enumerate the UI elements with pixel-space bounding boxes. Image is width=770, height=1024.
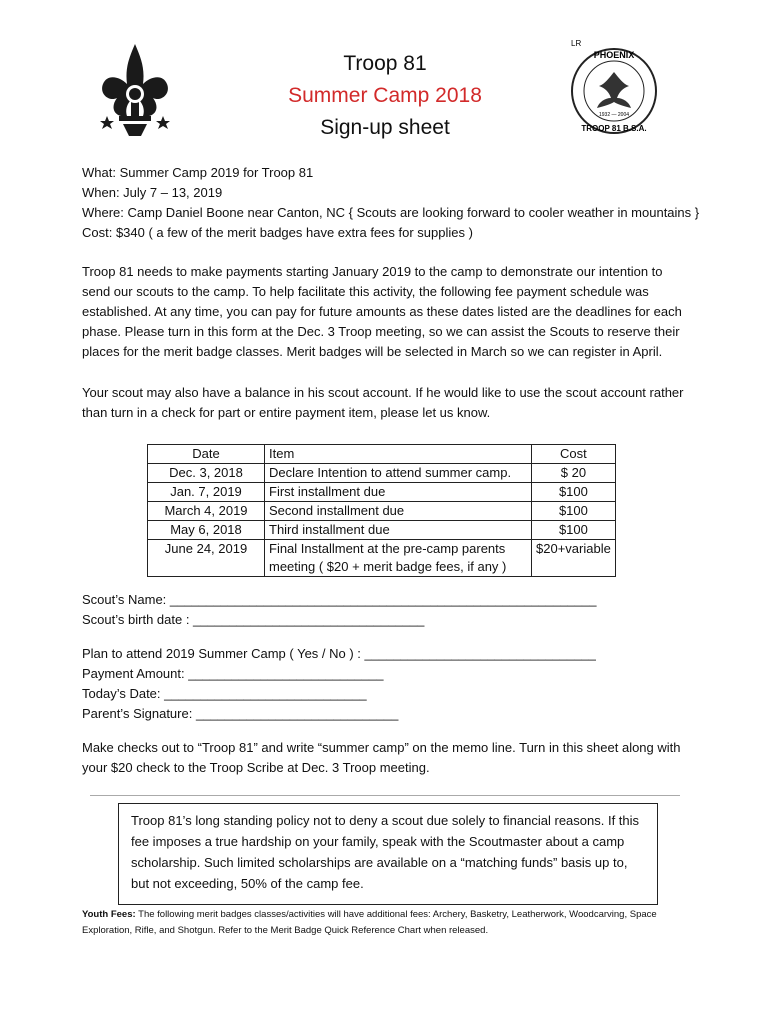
scout-name-field[interactable]: Scout’s Name: ___________________________________________________________ <box>82 592 597 607</box>
seal-years: 1932 — 2004 <box>598 112 630 118</box>
table-row <box>148 483 616 502</box>
row-date: June 24, 2019 <box>148 540 265 577</box>
parent-signature-field[interactable]: Parent’s Signature: ____________________________ <box>82 706 399 721</box>
youth-fees-note <box>82 907 692 939</box>
row-cost: $20+variable <box>532 540 616 577</box>
title-troop: Troop 81 <box>343 52 427 75</box>
detail-what: What: Summer Camp 2019 for Troop 81 <box>82 165 314 180</box>
row-cost: $100 <box>532 502 616 521</box>
detail-where: Where: Camp Daniel Boone near Canton, NC { Scouts are looking forward to cooler weather in mountains } <box>82 205 700 220</box>
row-item: First installment due <box>265 483 532 502</box>
table-row <box>148 502 616 521</box>
row-date: Jan. 7, 2019 <box>148 483 265 502</box>
title-camp: Summer Camp 2018 <box>288 84 482 107</box>
youth-fees-text: The following merit badges classes/activities will have additional fees: Archery, Basketry, Leatherwork, Woodcarving, Space Exploration, Rifle, and Shotgun. Refer to the Merit Badge Quick Reference Chart when released. <box>82 909 657 936</box>
check-instructions: Make checks out to “Troop 81” and write “summer camp” on the memo line. Turn in this sheet along with your $20 check to the Troop Scribe at Dec. 3 Troop meeting. <box>82 740 681 775</box>
header-date: Date <box>148 445 265 464</box>
scout-account-paragraph: Your scout may also have a balance in his scout account. If he would like to use the scout account rather than turn in a check for part or entire payment item, please let us know. <box>82 385 684 420</box>
seal-text-top: PHOENIX <box>593 50 635 60</box>
detail-cost: Cost: $340 ( a few of the merit badges have extra fees for supplies ) <box>82 225 473 240</box>
table-row <box>148 540 616 577</box>
table-header-row <box>148 445 616 464</box>
header-cost: Cost <box>532 445 616 464</box>
table-row <box>148 464 616 483</box>
svg-text:LR: LR <box>571 39 582 48</box>
plan-attend-field[interactable]: Plan to attend 2019 Summer Camp ( Yes / No ) : ________________________________ <box>82 646 596 661</box>
row-item: Third installment due <box>265 521 532 540</box>
row-cost: $100 <box>532 483 616 502</box>
financial-policy-box: Troop 81’s long standing policy not to deny a scout due solely to financial reasons. If this fee imposes a true hardship on your family, speak with the Scoutmaster about a camp scholarship. Such limited scholarships are available on a “matching funds” basis up to, but not exceeding, 50% of the camp fee. <box>118 803 658 905</box>
scout-birth-field[interactable]: Scout’s birth date : ________________________________ <box>82 612 425 627</box>
todays-date-field[interactable]: Today’s Date: ____________________________ <box>82 686 367 701</box>
table-row <box>148 521 616 540</box>
page-title-block <box>0 48 770 144</box>
fee-schedule-table <box>147 444 616 577</box>
seal-text-bottom: TROOP 81 B.S.A. <box>581 124 647 133</box>
title-signup: Sign-up sheet <box>320 116 450 139</box>
row-date: Dec. 3, 2018 <box>148 464 265 483</box>
row-item: Declare Intention to attend summer camp. <box>265 464 532 483</box>
header-item: Item <box>265 445 532 464</box>
detail-when: When: July 7 – 13, 2019 <box>82 185 223 200</box>
row-date: May 6, 2018 <box>148 521 265 540</box>
youth-fees-label: Youth Fees: <box>82 909 136 920</box>
divider <box>90 795 680 796</box>
row-cost: $100 <box>532 521 616 540</box>
row-cost: $ 20 <box>532 464 616 483</box>
row-date: March 4, 2019 <box>148 502 265 521</box>
row-item: Final Installment at the pre-camp parents meeting ( $20 + merit badge fees, if any ) <box>265 540 532 577</box>
row-item: Second installment due <box>265 502 532 521</box>
payment-paragraph: Troop 81 needs to make payments starting January 2019 to the camp to demonstrate our intention to send our scouts to the camp. To help facilitate this activity, the following fee payment schedule was established. At any time, you can pay for future amounts as these dates listed are the deadlines for each phase. Please turn in this form at the Dec. 3 Troop meeting, so we can assist the Scouts to reserve their places for the merit badge classes. Merit badges will be selected in March so we can register in April. <box>82 264 682 359</box>
payment-amount-field[interactable]: Payment Amount: ___________________________ <box>82 666 384 681</box>
